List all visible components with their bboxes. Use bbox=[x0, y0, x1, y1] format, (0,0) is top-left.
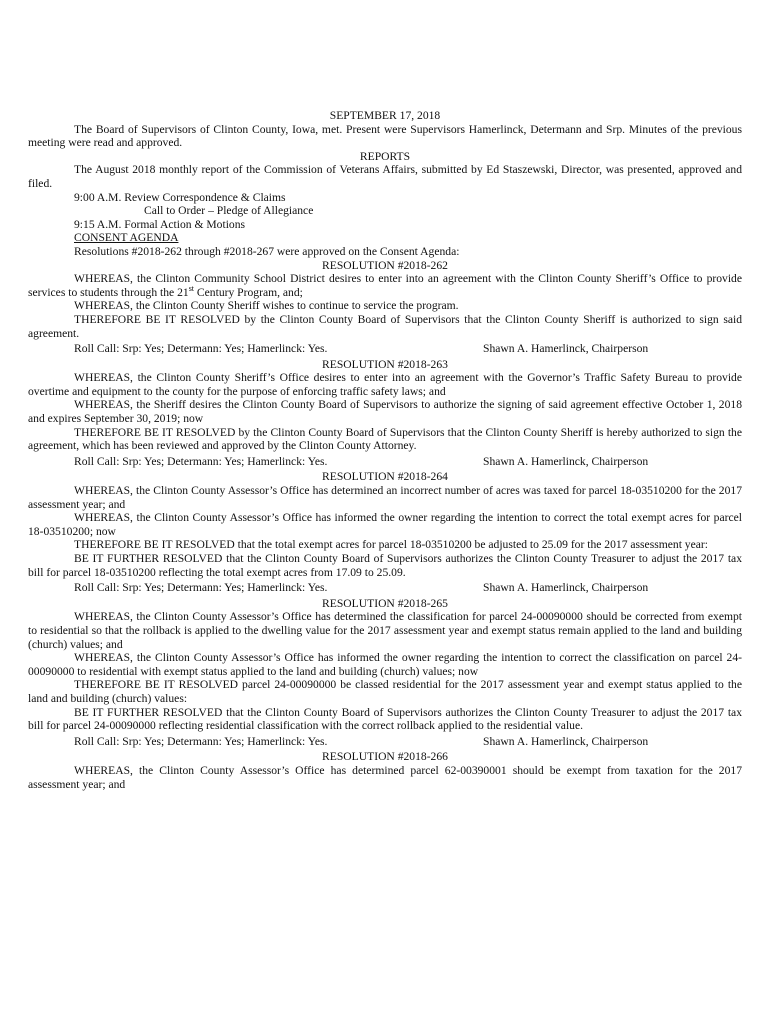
schedule-subline: Call to Order – Pledge of Allegiance bbox=[144, 204, 314, 218]
resolution-paragraph: BE IT FURTHER RESOLVED that the Clinton County Board of Supervisors authorizes the Clinton County Treasurer to adjust the 2017 tax bill for parcel 18-03510200 reflecting the total exempt acres from 17.09 to 25.09. bbox=[28, 552, 742, 579]
resolution-paragraph: THEREFORE BE IT RESOLVED by the Clinton County Board of Supervisors that the Clinton County Sheriff is authorized to sign said agreement. bbox=[28, 312, 742, 340]
schedule-line: 9:15 A.M. Formal Action & Motions bbox=[74, 217, 246, 231]
schedule-line: 9:00 A.M. Review Correspondence & Claims bbox=[74, 190, 286, 204]
roll-call-votes: Roll Call: Srp: Yes; Determann: Yes; Hamerlinck: Yes. bbox=[74, 454, 328, 468]
resolution-paragraph: WHEREAS, the Clinton County Assessor’s Office has determined parcel 62-00390001 should be exempt from taxation for the 2017 assessment year; and bbox=[28, 763, 742, 791]
reports-heading: REPORTS bbox=[359, 149, 411, 163]
chairperson-signature: Shawn A. Hamerlinck, Chairperson bbox=[483, 581, 649, 595]
resolution-title: RESOLUTION #2018-262 bbox=[322, 258, 448, 272]
resolution-paragraph: THEREFORE BE IT RESOLVED parcel 24-00090000 be classed residential for the 2017 assessment year and exempt status applied to the land and building (church) values: bbox=[28, 678, 742, 705]
chairperson-signature: Shawn A. Hamerlinck, Chairperson bbox=[483, 342, 649, 356]
roll-call-row bbox=[74, 455, 742, 469]
consent-agenda-intro: Resolutions #2018-262 through #2018-267 were approved on the Consent Agenda: bbox=[74, 244, 460, 258]
consent-agenda-heading: CONSENT AGENDA bbox=[74, 231, 179, 245]
resolution-paragraph: WHEREAS, the Clinton County Assessor’s Office has informed the owner regarding the intention to correct the total exempt acres for parcel 18-03510200; now bbox=[28, 511, 742, 538]
roll-call-votes: Roll Call: Srp: Yes; Determann: Yes; Hamerlinck: Yes. bbox=[74, 581, 328, 595]
resolution-paragraph: WHEREAS, the Sheriff desires the Clinton County Board of Supervisors to authorize the signing of said agreement effective October 1, 2018 and expires September 30, 2019; now bbox=[28, 398, 742, 426]
resolution-paragraph: THEREFORE BE IT RESOLVED that the total exempt acres for parcel 18-03510200 be adjusted to 25.09 for the 2017 assessment year: bbox=[74, 538, 708, 552]
roll-call-row bbox=[74, 342, 742, 356]
resolution-paragraph: WHEREAS, the Clinton County Assessor’s Office has determined the classification for parcel 24-00090000 should be corrected from exempt to residential so that the rollback is applied to the dwelling value for the 2017 assessment year and exempt status remain applied to the land and building (church) values; and bbox=[28, 610, 742, 651]
resolution-title: RESOLUTION #2018-266 bbox=[322, 750, 448, 764]
resolution-title: RESOLUTION #2018-263 bbox=[322, 357, 448, 371]
resolution-paragraph: WHEREAS, the Clinton County Sheriff wishes to continue to service the program. bbox=[74, 299, 459, 313]
resolution-paragraph bbox=[28, 272, 742, 299]
superscript: st bbox=[188, 283, 195, 293]
resolution-paragraph: WHEREAS, the Clinton County Assessor’s Office has determined an incorrect number of acres was taxed for parcel 18-03510200 for the 2017 assessment year; and bbox=[28, 484, 742, 511]
roll-call-votes: Roll Call: Srp: Yes; Determann: Yes; Hamerlinck: Yes. bbox=[74, 734, 328, 748]
resolution-text: WHEREAS, the Clinton Community School District desires to enter into an agreement with the Clinton County Sheriff’s Office to provide services to students through the 21 bbox=[28, 272, 742, 299]
schedule-item-1 bbox=[74, 218, 742, 232]
chairperson-signature: Shawn A. Hamerlinck, Chairperson bbox=[483, 454, 649, 468]
reports-paragraph: The August 2018 monthly report of the Commission of Veterans Affairs, submitted by Ed Staszewski, Director, was presented, approved and filed. bbox=[28, 163, 742, 190]
roll-call-row bbox=[74, 735, 742, 749]
resolution-paragraph: BE IT FURTHER RESOLVED that the Clinton County Board of Supervisors authorizes the Clinton County Treasurer to adjust the 2017 tax bill for parcel 24-00090000 reflecting residential classification with the correct rollback applied to the residential value. bbox=[28, 705, 742, 733]
resolution-paragraph: WHEREAS, the Clinton County Assessor’s Office has informed the owner regarding the intention to correct the classification on parcel 24-00090000 to residential with exempt status applied to the land and building (church) values; now bbox=[28, 651, 742, 678]
opening-paragraph: The Board of Supervisors of Clinton County, Iowa, met. Present were Supervisors Hamerlinck, Determann and Srp. Minutes of the previous meeting were read and approved. bbox=[28, 122, 742, 150]
meeting-date: SEPTEMBER 17, 2018 bbox=[329, 109, 441, 122]
chairperson-signature: Shawn A. Hamerlinck, Chairperson bbox=[483, 734, 649, 748]
roll-call-votes: Roll Call: Srp: Yes; Determann: Yes; Hamerlinck: Yes. bbox=[74, 342, 328, 356]
roll-call-row bbox=[74, 581, 742, 595]
resolution-text: Century Program, and; bbox=[194, 285, 303, 299]
resolution-paragraph: THEREFORE BE IT RESOLVED by the Clinton County Board of Supervisors that the Clinton County Sheriff is hereby authorized to sign the agreement, which has been reviewed and approved by the Clinton County Attorney. bbox=[28, 425, 742, 453]
resolution-title: RESOLUTION #2018-265 bbox=[322, 596, 448, 610]
resolution-paragraph: WHEREAS, the Clinton County Sheriff’s Office desires to enter into an agreement with the Governor’s Traffic Safety Bureau to provide overtime and equipment to the county for the purpose of enforcing traffic safety laws; and bbox=[28, 371, 742, 398]
resolution-title: RESOLUTION #2018-264 bbox=[322, 470, 448, 484]
schedule-item-0 bbox=[74, 191, 742, 218]
